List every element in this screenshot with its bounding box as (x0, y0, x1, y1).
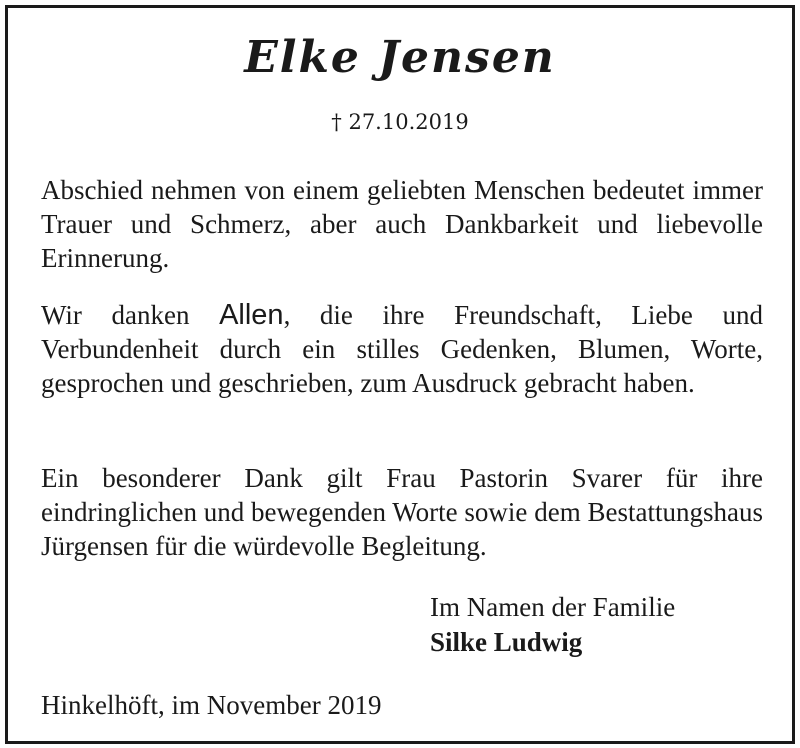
paragraph-farewell: Abschied nehmen von einem geliebten Menschen bedeutet immer Trauer und Schmerz, aber auch Dankbarkeit und liebevolle Erinnerung. (41, 175, 763, 273)
thanks-text-start: Wir danken (41, 300, 220, 330)
paragraph-thanks (41, 298, 763, 400)
signature-name: Silke Ludwig (430, 627, 583, 657)
thanks-emphasis: Allen (219, 299, 284, 331)
paragraph-special-thanks: Ein besonderer Dank gilt Frau Pastorin Svarer für ihre eindringlichen und bewegenden Worte sowie dem Bestattungshaus Jürgensen für die würdevolle Begleitung. (41, 463, 763, 561)
place-date: Hinkelhöft, im November 2019 (41, 690, 382, 720)
notice-frame (5, 5, 795, 744)
deceased-name: Elke Jensen (244, 32, 556, 83)
death-date: † 27.10.2019 (331, 110, 469, 134)
signature-intro: Im Namen der Familie (430, 592, 676, 622)
thanks-text-end: , die ihre Freundschaft, Liebe und Verbundenheit durch ein stilles Gedenken, Blumen, Worte, gesprochen und geschrieben, zum Ausdruck gebracht haben. (41, 300, 763, 398)
